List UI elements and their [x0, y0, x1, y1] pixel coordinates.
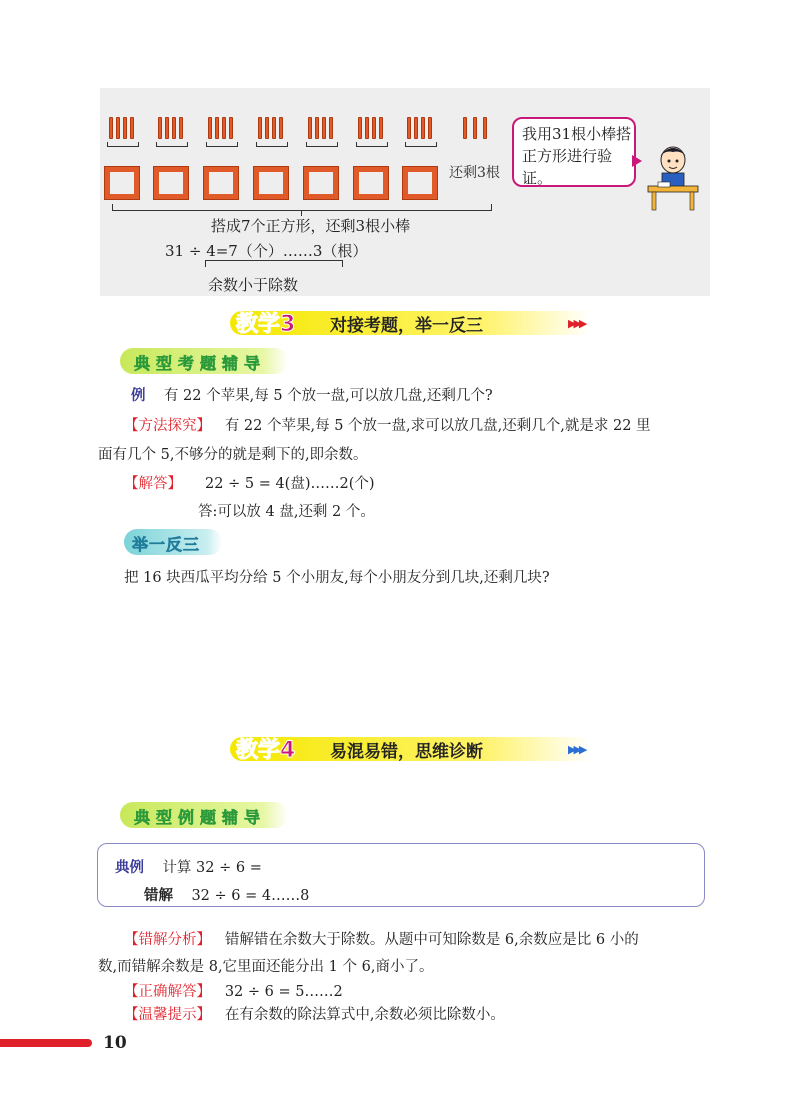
stick-bundle-icon: [265, 117, 269, 139]
bundle-brace: [206, 142, 238, 147]
analysis-line-2: 数,而错解余数是 8,它里面还能分出 1 个 6,商小了。: [98, 959, 434, 975]
answer-line: [124, 472, 375, 493]
tip-line: [124, 1003, 505, 1024]
section4-banner: [230, 735, 610, 763]
leftover-label: 还剩3根: [449, 165, 500, 181]
analysis-label: 【错解分析】: [124, 932, 211, 948]
section4-subtitle: 典型例题辅导: [134, 808, 267, 827]
arrow-right-icon: ▶▶▶: [568, 317, 585, 330]
correct-label: 【正确解答】: [124, 984, 211, 1000]
practice-label: 举一反三: [132, 535, 201, 554]
bundle-brace: [256, 142, 288, 147]
stick-bundle-icon: [165, 117, 169, 139]
stick-bundle-icon: [322, 117, 326, 139]
stick-bundle-icon: [414, 117, 418, 139]
method-label: 【方法探究】: [124, 418, 211, 434]
analysis-text-1: 错解错在余数大于除数。从题中可知除数是 6,余数应是比 6 小的: [224, 932, 639, 948]
method-line-2: 面有几个 5,不够分的就是剩下的,即余数。: [98, 447, 368, 463]
stick-bundle-icon: [109, 117, 113, 139]
footer-bar: [0, 1039, 92, 1047]
stick-bundle-icon: [222, 117, 226, 139]
remainder-brace: [205, 260, 343, 267]
method-line-1: [124, 414, 651, 435]
typical-example-text: 计算 32 ÷ 6 =: [162, 860, 262, 876]
wrong-label: 错解: [144, 888, 173, 904]
stick-bundle-icon: [379, 117, 383, 139]
method-text-1: 有 22 个苹果,每 5 个放一盘,求可以放几盘,还剩几个,就是求 22 里: [224, 418, 651, 434]
stick-bundle-icon: [130, 117, 134, 139]
square-icon: [105, 167, 139, 199]
leftover-stick-icon: [483, 117, 487, 139]
example-box-line-1: [115, 856, 262, 877]
bubble-text: 我用31根小棒搭正方形进行验证。: [522, 125, 632, 187]
wrong-equation: 32 ÷ 6 = 4……8: [191, 888, 310, 904]
square-icon: [254, 167, 288, 199]
section3-subbanner: [120, 348, 288, 374]
section4-subbanner: [120, 802, 288, 828]
example-text: 有 22 个苹果,每 5 个放一盘,可以放几盘,还剩几个?: [163, 388, 493, 404]
typical-example-label: 典例: [115, 860, 144, 876]
stick-bundle-icon: [158, 117, 162, 139]
example-box-line-2: [144, 884, 309, 905]
correct-equation: 32 ÷ 6 = 5……2: [224, 984, 343, 1000]
stick-bundle-icon: [421, 117, 425, 139]
stick-bundle-icon: [308, 117, 312, 139]
square-icon: [204, 167, 238, 199]
section3-banner: [230, 309, 610, 337]
bundle-brace: [405, 142, 437, 147]
stick-bundle-icon: [116, 117, 120, 139]
stick-bundle-icon: [272, 117, 276, 139]
correct-line: [124, 980, 343, 1001]
answer-equation: 22 ÷ 5 = 4(盘)……2(个): [205, 476, 375, 492]
stick-bundle-icon: [208, 117, 212, 139]
panel-equation: 31 ÷ 4=7（个）……3（根）: [165, 242, 368, 260]
leftover-stick-icon: [463, 117, 467, 139]
bundle-brace: [356, 142, 388, 147]
answer-text: 答:可以放 4 盘,还剩 2 个。: [198, 504, 375, 520]
bundle-brace: [156, 142, 188, 147]
stick-bundle-icon: [229, 117, 233, 139]
bundle-brace: [107, 142, 139, 147]
square-icon: [154, 167, 188, 199]
section4-number: 教学4: [236, 738, 296, 763]
leftover-stick-icon: [473, 117, 477, 139]
stick-bundle-icon: [279, 117, 283, 139]
panel-note: 余数小于除数: [208, 276, 299, 294]
stick-bundle-icon: [258, 117, 262, 139]
speech-bubble-icon: [512, 117, 636, 187]
bundle-brace: [306, 142, 338, 147]
student-at-desk-icon: [640, 142, 706, 214]
square-icon: [354, 167, 388, 199]
example-label: 例: [131, 388, 146, 404]
section3-subtitle: 典型考题辅导: [134, 354, 267, 373]
stick-bundle-icon: [365, 117, 369, 139]
stick-bundle-icon: [358, 117, 362, 139]
answer-label: 【解答】: [124, 476, 182, 492]
stick-bundle-icon: [172, 117, 176, 139]
example-line: [131, 384, 493, 405]
square-icon: [304, 167, 338, 199]
stick-bundle-icon: [315, 117, 319, 139]
stick-bundle-icon: [407, 117, 411, 139]
arrow-right-icon: ▶▶▶: [568, 743, 585, 756]
tip-text: 在有余数的除法算式中,余数必须比除数小。: [224, 1007, 505, 1023]
panel-summary: 搭成7个正方形，还剩3根小棒: [211, 217, 411, 235]
square-icon: [403, 167, 437, 199]
stick-bundle-icon: [372, 117, 376, 139]
tip-label: 【温馨提示】: [124, 1007, 211, 1023]
section4-title: 易混易错，思维诊断: [330, 742, 483, 762]
practice-subbanner: [124, 529, 222, 555]
section3-number: 教学3: [236, 312, 296, 337]
analysis-line-1: [124, 928, 639, 949]
summary-brace: [112, 204, 492, 211]
stick-bundle-icon: [329, 117, 333, 139]
stick-bundle-icon: [215, 117, 219, 139]
page-number: 10: [103, 1033, 127, 1053]
section3-title: 对接考题，举一反三: [330, 316, 483, 336]
stick-bundle-icon: [428, 117, 432, 139]
stick-bundle-icon: [179, 117, 183, 139]
practice-text: 把 16 块西瓜平均分给 5 个小朋友,每个小朋友分到几块,还剩几块?: [124, 570, 550, 586]
stick-bundle-icon: [123, 117, 127, 139]
